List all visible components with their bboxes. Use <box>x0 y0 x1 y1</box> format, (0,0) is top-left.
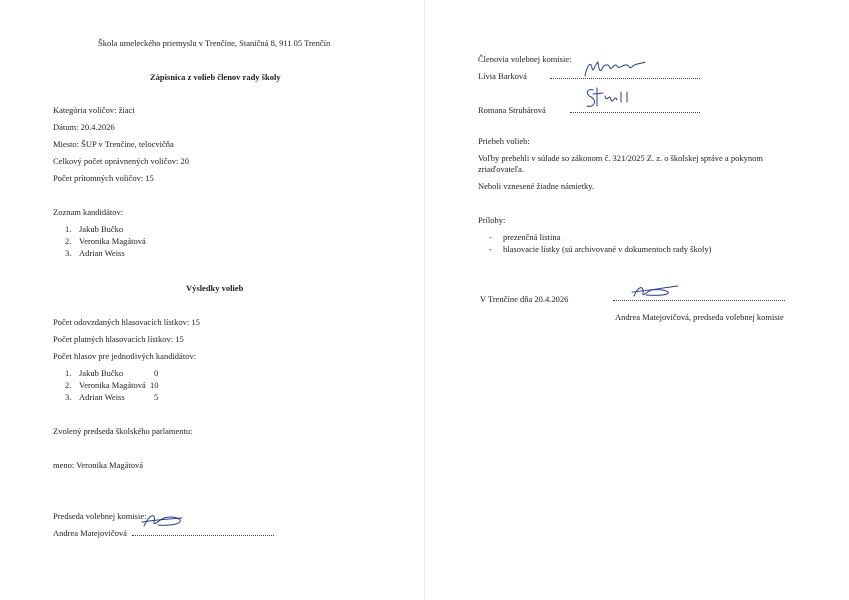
total-voters: Celkový počet oprávnených voličov: 20 <box>53 156 189 166</box>
elected-heading: Zvolený predseda školského parlamentu: <box>53 426 193 436</box>
procedure-text-line-2: zriaďovateľa. <box>478 164 524 174</box>
candidate-name: Adrian Weiss <box>79 248 125 258</box>
results-heading: Výsledky volieb <box>186 283 244 293</box>
member1-signature-image <box>583 58 647 80</box>
vote-item <box>65 368 123 379</box>
candidate-item <box>65 224 123 235</box>
place-and-date: V Trenčíne dňa 20.4.2026 <box>480 294 569 304</box>
vote-candidate-name: Adrian Weiss <box>79 392 125 402</box>
attachments-heading: Prílohy: <box>478 215 506 225</box>
signature-line <box>132 535 274 536</box>
attachment-bullet: - <box>489 232 492 242</box>
chair-signature-image <box>140 510 184 532</box>
list-number: 3. <box>65 248 72 258</box>
chair-label: Predseda volebnej komisie: <box>53 511 147 521</box>
list-number: 3. <box>65 392 72 402</box>
right-page <box>425 0 849 600</box>
present-voters: Počet prítomných voličov: 15 <box>53 173 154 183</box>
votes-heading: Počet hlasov pre jednotlivých kandidátov: <box>53 351 197 361</box>
committee-heading: Členovia volebnej komisie: <box>478 54 572 64</box>
chair-name: Andrea Matejovičová <box>53 528 127 538</box>
candidate-item <box>65 248 125 259</box>
candidate-item <box>65 236 146 247</box>
voter-category: Kategória voličov: žiaci <box>53 105 135 115</box>
list-number: 1. <box>65 368 72 378</box>
signature-line <box>570 112 700 113</box>
procedure-heading: Priebeh volieb: <box>478 136 530 146</box>
vote-candidate-name: Veronika Magátová <box>79 380 146 390</box>
committee-member-2: Romana Struhárová <box>478 105 546 115</box>
vote-count: 10 <box>150 380 159 390</box>
candidates-heading: Zoznam kandidátov: <box>53 207 124 217</box>
election-date: Dátum: 20.4.2026 <box>53 122 115 132</box>
chair-signature-image <box>630 282 680 302</box>
no-objections: Neboli vznesené žiadne námietky. <box>478 181 595 191</box>
vote-item <box>65 380 146 391</box>
list-number: 1. <box>65 224 72 234</box>
elected-name: meno: Veronika Magátová <box>53 460 144 470</box>
member2-signature-image <box>583 86 633 112</box>
candidate-name: Veronika Magátová <box>79 236 146 246</box>
committee-member-1: Lívia Barková <box>478 71 527 81</box>
attachment-item: hlasovacie lístky (sú archivované v dokumentoch rady školy) <box>503 244 712 254</box>
election-place: Miesto: ŠUP v Trenčíne, telocvičňa <box>53 139 174 149</box>
vote-candidate-name: Jakub Bučko <box>79 368 124 378</box>
attachment-bullet: - <box>489 244 492 254</box>
document-title: Zápisnica z volieb členov rady školy <box>150 72 281 82</box>
vote-count: 5 <box>154 392 159 402</box>
list-number: 2. <box>65 380 72 390</box>
vote-count: 0 <box>154 368 159 378</box>
school-header: Škola umeleckého priemyslu v Trenčíne, Staničná 8, 911 05 Trenčín <box>98 38 331 48</box>
vote-item <box>65 392 125 403</box>
chair-signature-label: Andrea Matejovičová, predseda volebnej komisie <box>615 312 784 322</box>
attachment-item: prezenčná listina <box>503 232 561 242</box>
ballots-valid: Počet platných hlasovacích lístkov: 15 <box>53 334 184 344</box>
list-number: 2. <box>65 236 72 246</box>
ballots-submitted: Počet odovzdaných hlasovacích lístkov: 15 <box>53 317 200 327</box>
procedure-text-line-1: Voľby prebehli v súlade so zákonom č. 321/2025 Z. z. o školskej správe a pokynom <box>478 153 763 163</box>
candidate-name: Jakub Bučko <box>79 224 124 234</box>
